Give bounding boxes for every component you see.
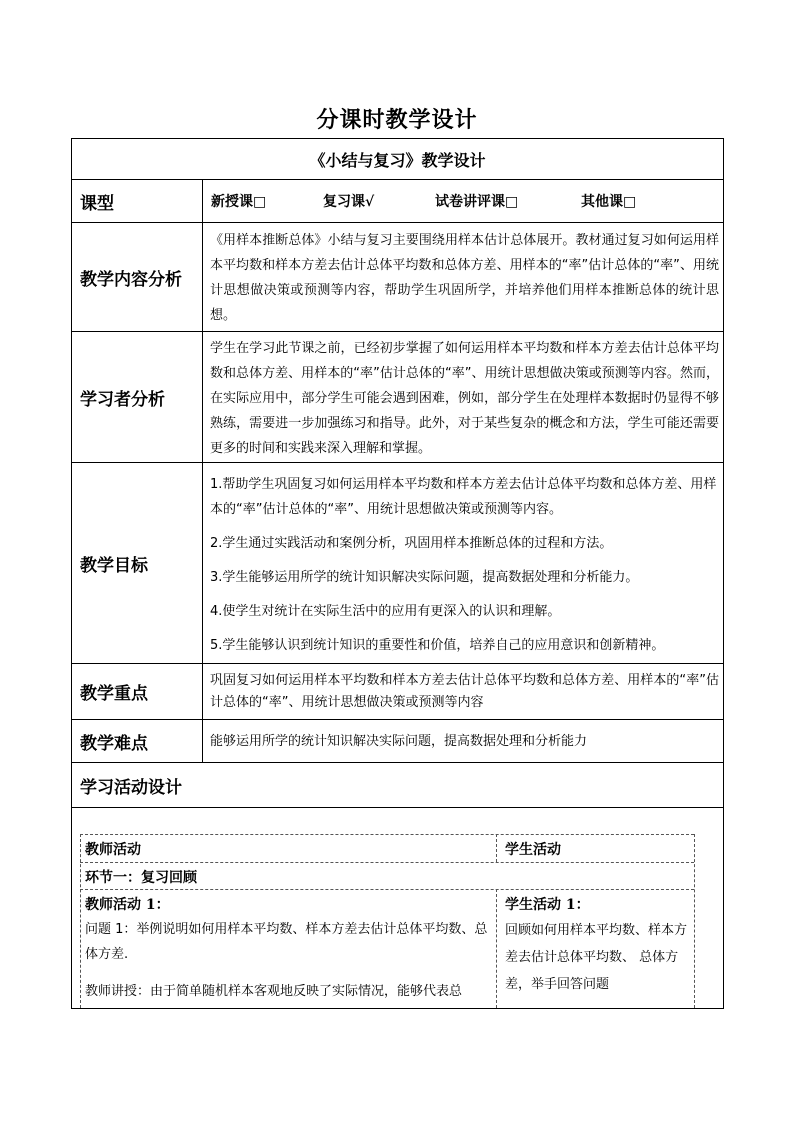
lesson-design-table xyxy=(71,138,724,1009)
design-title: 《小结与复习》教学设计 xyxy=(72,139,724,180)
objectives-list xyxy=(203,469,723,658)
objective-item: 5.学生能够认识到统计知识的重要性和价值，培养自己的应用意识和创新精神。 xyxy=(210,637,665,653)
section-title: 环节一：复习回顾 xyxy=(85,870,197,886)
key-points-label: 教学重点 xyxy=(72,664,203,720)
learner-analysis-text: 学生在学习此节课之前，已经初步掌握了如何运用样本平均数和样本方差去估计总体平均数和总体方差、用样本的“率”估计总体的“率”、用统计思想做决策或预测等内容。然而，在实际应用中，部分学生可能会遇到困难，例如，部分学生在处理样本数据时仍显得不够熟练，需要进一步加强练习和指导。此外，对于某些复杂的概念和方法，学生可能还需要更多的时间和实践来深入理解和掌握。 xyxy=(210,340,720,456)
objective-item: 4.使学生对统计在实际生活中的应用有更深入的认识和理解。 xyxy=(210,603,561,619)
key-points-text: 巩固复习如何运用样本平均数和样本方差去估计总体平均数和总体方差、用样本的“率”估计总体的“率”、用统计思想做决策或预测等内容 xyxy=(210,672,720,710)
objective-item: 2.学生通过实践活动和案例分析，巩固用样本推断总体的过程和方法。 xyxy=(210,535,613,551)
student-activity-title: 学生活动 1： xyxy=(505,897,590,913)
difficulties-text: 能够运用所学的统计知识解决实际问题，提高数据处理和分析能力 xyxy=(210,733,588,749)
activity-table-row xyxy=(72,808,724,1009)
option-review-lesson: 复习课√ xyxy=(323,194,375,210)
content-analysis-row xyxy=(72,223,724,332)
activity-table xyxy=(72,808,723,1008)
learner-analysis-label: 学习者分析 xyxy=(72,332,203,463)
course-type-label: 课型 xyxy=(72,180,203,223)
activity-design-label: 学习活动设计 xyxy=(72,763,724,808)
option-other: 其他课□ xyxy=(581,194,637,210)
content-analysis-text: 《用样本推断总体》小结与复习主要围绕用样本估计总体展开。教材通过复习如何运用样本平均数和样本方差去估计总体平均数和总体方差、用样本的“率”估计总体的“率”、用统计思想做决策或预测等内容，帮助学生巩固所学，并培养他们用样本推断总体的统计思想。 xyxy=(210,233,720,323)
student-activity-text: 回顾如何用样本平均数、样本方差去估计总体平均数、 总体方差，举手回答问题 xyxy=(505,923,688,992)
page-title: 分课时教学设计 xyxy=(316,107,478,133)
objectives-row xyxy=(72,463,724,664)
objective-item: 1.帮助学生巩固复习如何运用样本平均数和样本方差去估计总体平均数和总体方差、用样本的“率”估计总体的“率”、用统计思想做决策或预测等内容。 xyxy=(210,476,717,517)
difficulties-row xyxy=(72,720,724,763)
option-exam-review: 试卷讲评课□ xyxy=(435,194,519,210)
difficulties-label: 教学难点 xyxy=(72,720,203,763)
objective-item: 3.学生能够运用所学的统计知识解决实际问题，提高数据处理和分析能力。 xyxy=(210,569,639,585)
activity-design-row xyxy=(72,763,724,808)
student-activity-header: 学生活动 xyxy=(505,842,561,858)
course-type-row xyxy=(72,180,724,223)
teacher-activity-title: 教师活动 1： xyxy=(85,897,170,913)
teacher-activity-header: 教师活动 xyxy=(85,842,141,858)
learner-analysis-row xyxy=(72,332,724,463)
design-title-row xyxy=(72,139,724,180)
teacher-question: 问题 1：举例说明如何用样本平均数、样本方差去估计总体平均数、总体方差. xyxy=(85,922,488,962)
key-points-row xyxy=(72,664,724,720)
content-analysis-label: 教学内容分析 xyxy=(72,223,203,332)
option-new-lesson: 新授课□ xyxy=(211,194,267,210)
teacher-explanation: 教师讲授：由于简单随机样本客观地反映了实际情况，能够代表总 xyxy=(85,984,463,999)
course-type-options xyxy=(203,180,724,223)
objectives-label: 教学目标 xyxy=(72,463,203,664)
